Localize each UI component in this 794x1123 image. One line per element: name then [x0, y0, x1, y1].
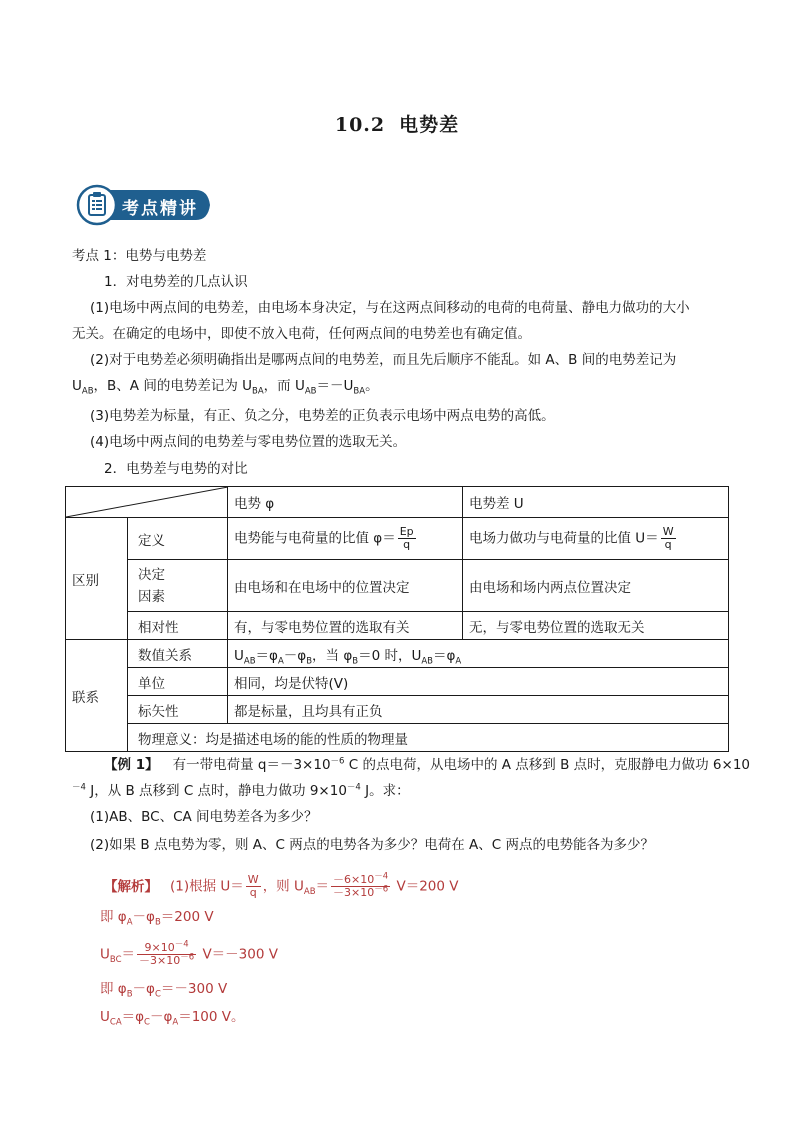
table-row [66, 560, 729, 612]
paragraph-2-line-2: $U_{AB}$，B、A 间的电势差记为 $U_{BA}$，而 $U_{AB}=-U_{BA}$。 [72, 378, 379, 397]
paragraph-4: (4)电场中两点间的电势差与零电势位置的选取无关。 [90, 434, 407, 450]
section-number: 10.2 [334, 114, 386, 136]
paragraph-1-line-2: 无关。在确定的电场中，即使不放入电荷，任何两点间的电势差也有确定值。 [72, 326, 531, 342]
key-points-badge [76, 184, 210, 226]
relativity-potential: 有，与零电势位置的选取有关 [228, 612, 463, 640]
solution-line-3: $U_{BC}=$ $\frac{9\times 10^{-4}}{-3\times 10^{-6}}$ V＝－300 V [100, 939, 278, 967]
solution-line-4: 即 $\varphi_B-\varphi_C=-300$ V [100, 981, 228, 1000]
subheading-2: 2．电势差与电势的对比 [104, 461, 248, 477]
table-row [66, 518, 729, 560]
paragraph-1-line-1: (1)电场中两点间的电势差，由电场本身决定，与在这两点间移动的电荷的电荷量、静电力做功的大小 [90, 300, 690, 316]
solution-line-2: 即 $\varphi_A-\varphi_B=200$ V [100, 909, 214, 928]
example-question-1: (1)AB、BC、CA 间电势差各为多少？ [90, 809, 318, 825]
table-row [66, 640, 729, 668]
header-potential: 电势 φ [228, 487, 463, 518]
unit-value: 相同，均是伏特(V) [228, 668, 729, 696]
solution-line-5: $U_{CA}=\varphi_C-\varphi_A=100$ V。 [100, 1009, 245, 1028]
row-label-unit: 单位 [128, 668, 228, 696]
table-row [66, 696, 729, 724]
page-title [0, 110, 794, 137]
badge-label: 考点精讲 [122, 199, 198, 219]
row-label-relativity: 相对性 [128, 612, 228, 640]
comparison-table [65, 486, 729, 752]
numeric-relation: $U_{AB}=\varphi_A-\varphi_B$，当 $\varphi_B=0$ 时，$U_{AB}=\varphi_A$ [228, 640, 729, 668]
example-question-2: (2)如果 B 点电势为零，则 A、C 两点的电势各为多少？电荷在 A、C 两点的电势能各为多少？ [90, 837, 654, 853]
group-connection-label: 联系 [66, 640, 128, 752]
row-label-numeric: 数值关系 [128, 640, 228, 668]
factors-potential-difference: 由电场和场内两点位置决定 [463, 560, 729, 612]
diagonal-header-cell [66, 487, 228, 518]
table-header-row [66, 487, 729, 518]
definition-potential-difference: 电场力做功与电荷量的比值 U＝ $\frac{W}{q}$ [463, 518, 729, 560]
factors-potential: 由电场和在电场中的位置决定 [228, 560, 463, 612]
solution-tag: 【解析】 [104, 878, 158, 895]
paragraph-3: (3)电势差为标量，有正、负之分，电势差的正负表示电场中两点电势的高低。 [90, 408, 555, 424]
row-label-scalar-vector: 标矢性 [128, 696, 228, 724]
section-title: 电势差 [399, 114, 460, 136]
scalar-vector-value: 都是标量，且均具有正负 [228, 696, 729, 724]
table-row [66, 668, 729, 696]
physical-meaning: 物理意义：均是描述电场的能的性质的物理量 [128, 724, 729, 752]
subheading-1: 1．对电势差的几点认识 [104, 274, 248, 290]
diagonal-line [66, 487, 228, 517]
header-potential-difference: 电势差 U [463, 487, 729, 518]
paragraph-2-line-1: (2)对于电势差必须明确指出是哪两点间的电势差，而且先后顺序不能乱。如 A、B 间的电势差记为 [90, 352, 677, 368]
table-row [66, 612, 729, 640]
example-line-2: $^{-4}$ J，从 B 点移到 C 点时，静电力做功 $9\times 10^{-4}$ J。求： [72, 782, 410, 799]
group-difference-label: 区别 [66, 518, 128, 640]
example-tag: 【例 1】 [104, 757, 159, 773]
example-line-1: 【例 1】 有一带电荷量 $q=-3\times 10^{-6}$ C 的点电荷，从电场中的 A 点移到 B 点时，克服静电力做功 6×10 [104, 756, 751, 773]
relativity-potential-difference: 无，与零电势位置的选取无关 [463, 612, 729, 640]
definition-potential: 电势能与电荷量的比值 φ＝ $\frac{Ep}{q}$ [228, 518, 463, 560]
row-label-factors: 决定 因素 [128, 560, 228, 612]
row-label-definition: 定义 [128, 518, 228, 560]
section-heading: 考点 1：电势与电势差 [72, 248, 207, 264]
table-row [66, 724, 729, 752]
solution-line-1: 【解析】 (1)根据 U＝ $\frac{W}{q}$ ，则 $U_{AB}=$ $\frac{-6\times 10^{-4}}{-3\times 10^{-6}}$ V＝200 V [104, 871, 459, 899]
